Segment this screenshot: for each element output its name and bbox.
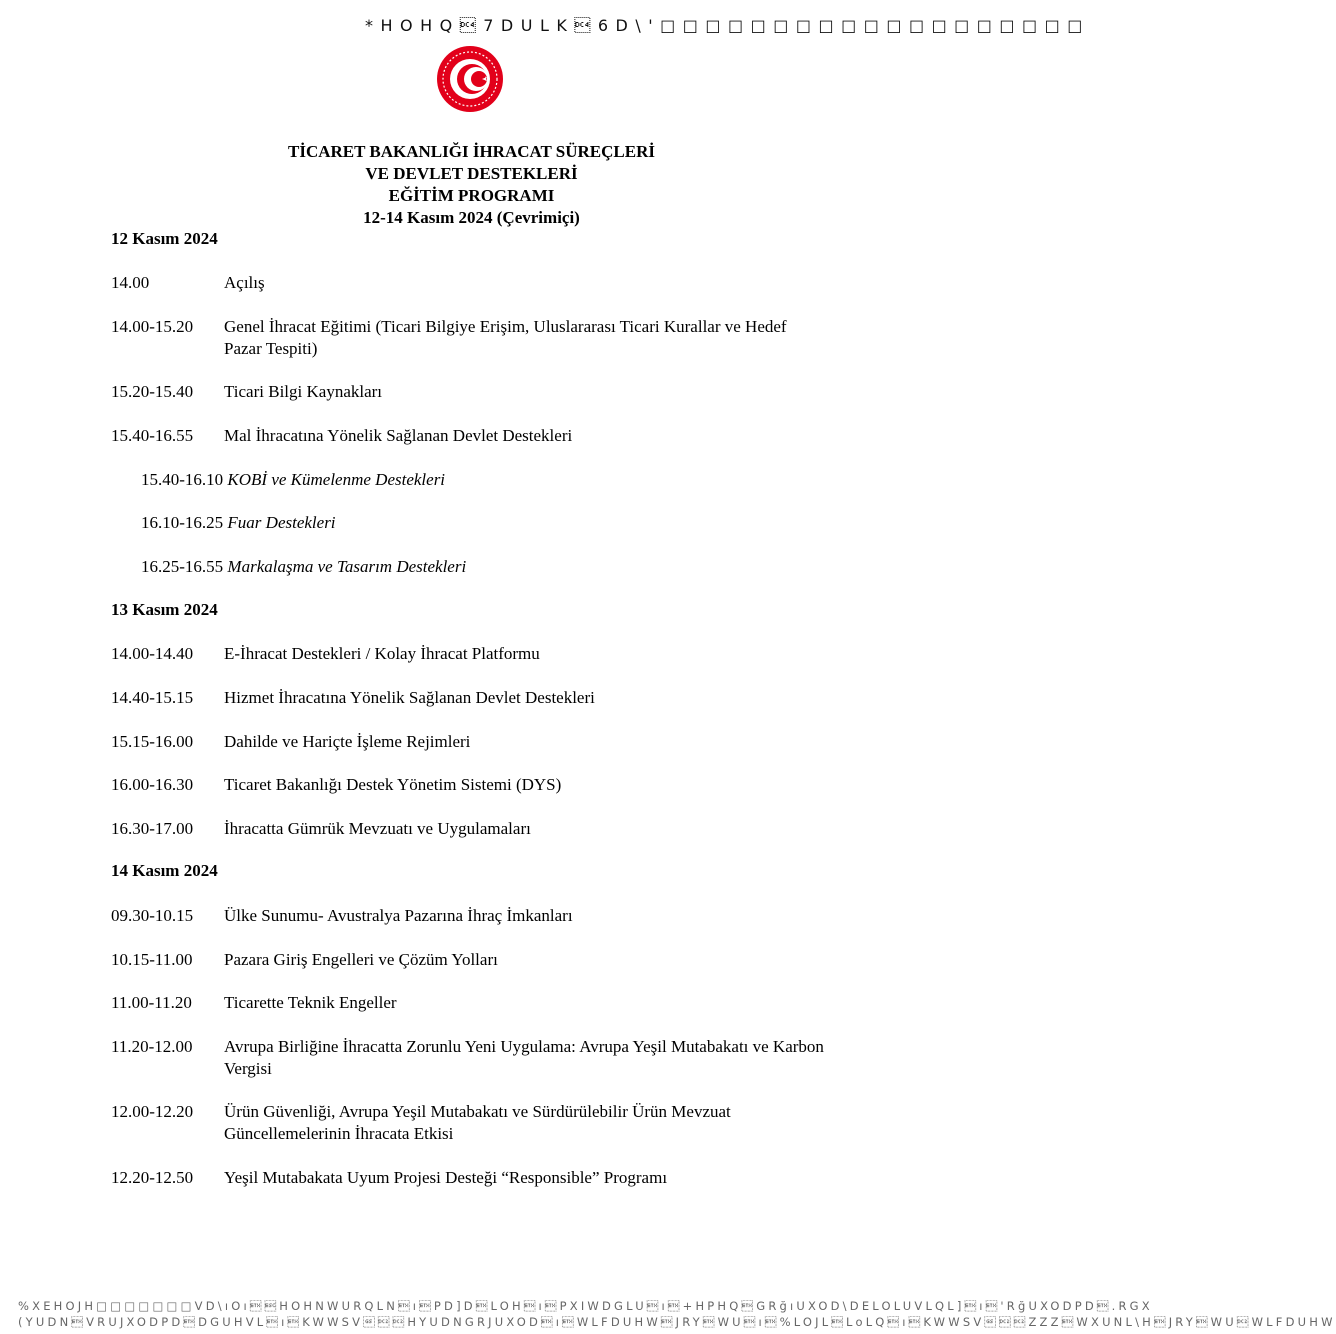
session-time: 12.00-12.20	[111, 1102, 194, 1121]
session-title: Avrupa Birliğine İhracatta Zorunlu Yeni Uygulama: Avrupa Yeşil Mutabakatı ve Karbon Vergisi	[224, 1037, 824, 1078]
ministry-seal-icon	[435, 44, 505, 114]
subsession-row	[141, 469, 445, 491]
subsession-row	[141, 512, 336, 534]
title-line-2: VE DEVLET DESTEKLERİ	[365, 164, 578, 183]
session-time: 12.20-12.50	[111, 1168, 194, 1187]
subsession-time: 16.10-16.25	[141, 513, 224, 532]
session-title: Ticarette Teknik Engeller	[224, 993, 397, 1012]
e-signature-stamp: *HOHQ7DULK6D\'□□□□□□□□□□□□□□□□□□□	[365, 16, 1090, 35]
session-time: 15.40-16.55	[111, 426, 194, 445]
session-title: Ticari Bilgi Kaynakları	[224, 382, 383, 401]
footer-verification-line-1: %XEHOJH□□□□□□□VD\ıOıHOHNWURQLNıPD]DLOHıPXIWDGLUı+HPHQGRğıUXOD\DELOLUVLQL]ı'RğUXODPD.RGX	[18, 1299, 1153, 1313]
session-time: 11.00-11.20	[111, 993, 192, 1012]
session-time: 14.00-15.20	[111, 317, 194, 336]
subsession-time: 15.40-16.10	[141, 470, 224, 489]
day-heading: 12 Kasım 2024	[111, 229, 218, 248]
subsession-title: Markalaşma ve Tasarım Destekleri	[227, 557, 467, 576]
session-title: Yeşil Mutabakata Uyum Projesi Desteği “Responsible” Programı	[224, 1168, 668, 1187]
program-title	[0, 141, 943, 229]
session-title: E-İhracat Destekleri / Kolay İhracat Platformu	[224, 644, 540, 663]
subsession-title: Fuar Destekleri	[227, 513, 336, 532]
session-time: 14.40-15.15	[111, 688, 194, 707]
session-title: İhracatta Gümrük Mevzuatı ve Uygulamaları	[224, 819, 531, 838]
session-time: 09.30-10.15	[111, 906, 194, 925]
session-time: 15.20-15.40	[111, 382, 194, 401]
session-title: Ürün Güvenliği, Avrupa Yeşil Mutabakatı ve Sürdürülebilir Ürün Mevzuat Güncellemelerinin İhracata Etkisi	[224, 1102, 731, 1143]
title-line-3: EĞİTİM PROGRAMI	[388, 186, 555, 205]
subsession-row	[141, 556, 466, 578]
session-title: Hizmet İhracatına Yönelik Sağlanan Devlet Destekleri	[224, 688, 595, 707]
day-heading: 14 Kasım 2024	[111, 861, 218, 880]
session-title: Ülke Sunumu- Avustralya Pazarına İhraç İmkanları	[224, 906, 573, 925]
session-time: 14.00-14.40	[111, 644, 194, 663]
subsession-title: KOBİ ve Kümelenme Destekleri	[227, 470, 446, 489]
session-time: 14.00	[111, 273, 150, 292]
session-time: 16.30-17.00	[111, 819, 194, 838]
session-title: Genel İhracat Eğitimi (Ticari Bilgiye Erişim, Uluslararası Ticari Kurallar ve Hedef Pazar Tespiti)	[224, 317, 787, 358]
session-title: Ticaret Bakanlığı Destek Yönetim Sistemi (DYS)	[224, 775, 562, 794]
session-title: Mal İhracatına Yönelik Sağlanan Devlet Destekleri	[224, 426, 573, 445]
title-line-4: 12-14 Kasım 2024 (Çevrimiçi)	[363, 208, 580, 227]
session-title: Dahilde ve Hariçte İşleme Rejimleri	[224, 732, 471, 751]
session-time: 15.15-16.00	[111, 732, 194, 751]
session-title: Açılış	[224, 273, 265, 292]
session-time: 10.15-11.00	[111, 950, 193, 969]
footer-verification-line-2: (YUDNVRUJXODPDDGUHVLıKWWSV HYUDNGRJUXODıWLFDUHWJRYWUı%LOJLLoLQıKWWSV ZZZWXUNL\HJRYWUWLFDUHW	[18, 1315, 1336, 1329]
session-time: 16.00-16.30	[111, 775, 194, 794]
subsession-time: 16.25-16.55	[141, 557, 224, 576]
session-time: 11.20-12.00	[111, 1037, 193, 1056]
day-heading: 13 Kasım 2024	[111, 600, 218, 619]
title-line-1: TİCARET BAKANLIĞI İHRACAT SÜREÇLERİ	[287, 142, 655, 161]
session-title: Pazara Giriş Engelleri ve Çözüm Yolları	[224, 950, 498, 969]
